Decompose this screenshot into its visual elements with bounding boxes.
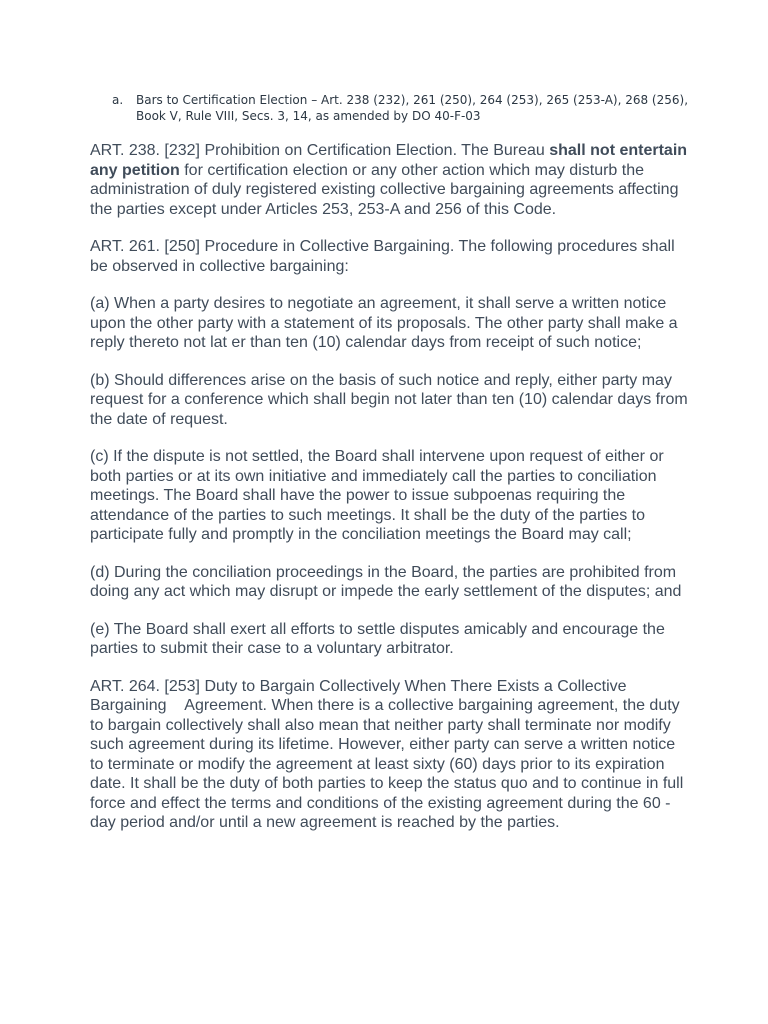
paragraph-art-261-e: (e) The Board shall exert all efforts to settle disputes amicably and encourage the parties to submit their case to a voluntary arbitrator. (90, 620, 665, 657)
list-item-bars-to-certification (112, 92, 692, 124)
list-item-text: Bars to Certification Election – Art. 238 (232), 261 (250), 264 (253), 265 (253-A), 268 (256), Book V, Rule VIII, Secs. 3, 14, as amended by DO 40-F-03 (136, 93, 689, 123)
paragraph-art-261-heading: ART. 261. [250] Procedure in Collective Bargaining. The following procedures shall be observed in collective bargaining: (90, 238, 675, 275)
art-238-rest: for certification election or any other action which may disturb the administration of duly registered existing collective bargaining agreements affecting the parties except under Articles 253, 253-A and 256 of this Code. (90, 161, 679, 218)
paragraph-art-238 (90, 141, 690, 219)
document-body (90, 141, 690, 851)
paragraph-art-261-c: (c) If the dispute is not settled, the Board shall intervene upon request of either or both parties or at its own initiative and immediately call the parties to conciliation meetings. The Board shall have the power to issue subpoenas requiring the attendance of the parties to such meetings. It shall be the duty of the parties to participate fully and promptly in the conciliation meetings the Board may call; (90, 448, 664, 543)
list-marker: a. (112, 93, 124, 107)
paragraph-art-261-b: (b) Should differences arise on the basis of such notice and reply, either party may request for a conference which shall begin not later than ten (10) calendar days from the date of request. (90, 371, 688, 428)
paragraph-art-261-d: (d) During the conciliation proceedings in the Board, the parties are prohibited from doing any act which may disrupt or impede the early settlement of the disputes; and (90, 563, 682, 600)
art-238-intro: ART. 238. [232] Prohibition on Certification Election. The Bureau (90, 142, 550, 159)
paragraph-art-264: ART. 264. [253] Duty to Bargain Collectively When There Exists a Collective Bargaining Agreement. When there is a collective bargaining agreement, the duty to bargain collectively shall also mean that neither party shall terminate nor modify such agreement during its lifetime. However, either party can serve a written notice to terminate or modify the agreement at least sixty (60) days prior to its expiration date. It shall be the duty of both parties to keep the status quo and to continue in full force and effect the terms and conditions of the existing agreement during the 60 -day period and/or until a new agreement is reached by the parties. (90, 677, 684, 831)
art-238-bold-phrase: shall not entertain any petition (90, 142, 688, 179)
paragraph-art-261-a: (a) When a party desires to negotiate an agreement, it shall serve a written notice upon the other party with a statement of its proposals. The other party shall make a reply thereto not lat er than ten (10) calendar days from receipt of such notice; (90, 295, 678, 351)
